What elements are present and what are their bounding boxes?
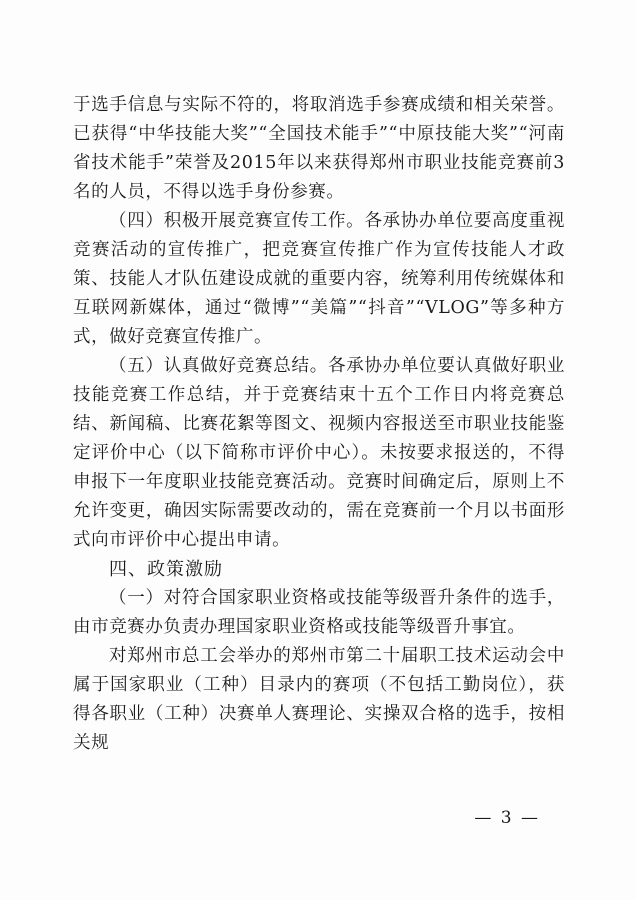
- paragraph-continuation: [73, 91, 565, 207]
- paragraph-union-games: [73, 642, 565, 758]
- document-body: [73, 91, 565, 758]
- paragraph-qualification: [73, 584, 565, 642]
- paragraph-lead: （五）认真做好竞赛总结。: [109, 356, 328, 376]
- paragraph-publicity: [73, 207, 565, 352]
- paragraph-text: 对郑州市总工会举办的郑州市第二十届职工技术运动会中属于国家职业（工种）目录内的赛项（不包括工勤岗位），获得各职业（工种）决赛单人赛理论、实操双合格的选手，按相关规: [73, 646, 565, 753]
- paragraph-text: 于选手信息与实际不符的，将取消选手参赛成绩和相关荣誉。已获得“中华技能大奖”“全国技术能手”“中原技能大奖”“河南省技术能手”荣誉及2015年以来获得郑州市职业技能竞赛前3名的人员，不得以选手身份参赛。: [73, 95, 565, 202]
- paragraph-summary: [73, 352, 565, 555]
- paragraph-text: 各承协办单位要认真做好职业技能竞赛工作总结，并于竞赛结束十五个工作日内将竞赛总结、新闻稿、比赛花絮等图文、视频内容报送至市职业技能鉴定评价中心（以下简称市评价中心）。未按要求报送的，不得申报下一年度职业技能竞赛活动。竞赛时间确定后，原则上不允许变更，确因实际需要改动的，需在竞赛前一个月以书面形式向市评价中心提出申请。: [73, 356, 565, 550]
- page-number: — 3 —: [474, 808, 540, 828]
- paragraph-text: （一）对符合国家职业资格或技能等级晋升条件的选手，由市竞赛办负责办理国家职业资格或技能等级晋升事宜。: [73, 588, 565, 637]
- paragraph-lead: （四）积极开展竞赛宣传工作。: [109, 211, 365, 231]
- section-heading-policy-incentives: 四、政策激励: [109, 559, 223, 580]
- paragraph-text: 各承协办单位要高度重视竞赛活动的宣传推广，把竞赛宣传推广作为宣传技能人才政策、技能人才队伍建设成就的重要内容，统筹利用传统媒体和互联网新媒体，通过“微博”“美篇”“抖音”“VLOG”等多种方式，做好竞赛宣传推广。: [73, 211, 565, 347]
